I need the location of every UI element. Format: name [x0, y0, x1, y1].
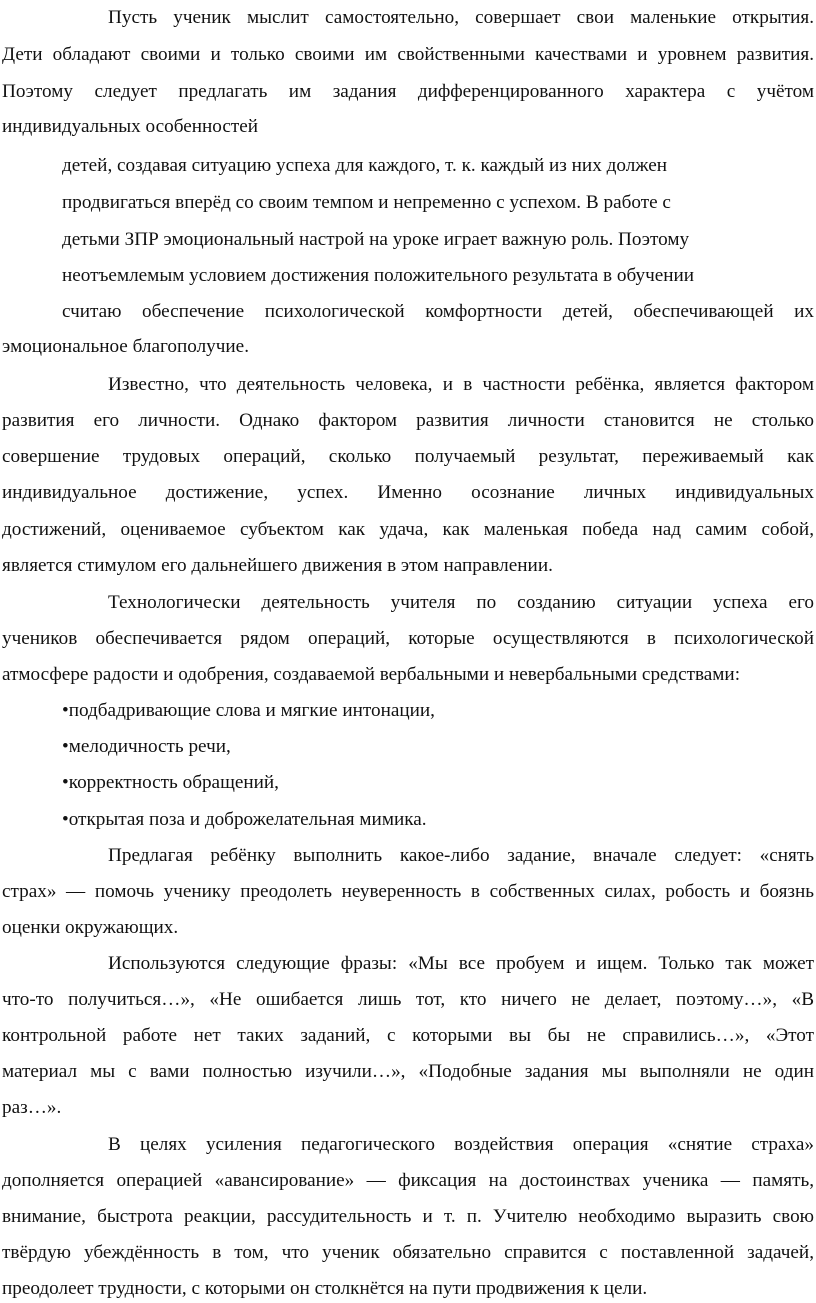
text-line: детей, создавая ситуацию успеха для каждого, т. к. каждый из них должен: [62, 155, 668, 176]
text-line: контрольной работе нет таких заданий, с которыми вы бы не справились…», «Этот: [2, 1025, 814, 1046]
text-line: совершение трудовых операций, сколько получаемый результат, переживаемый как: [2, 446, 814, 467]
text-line: Поэтому следует предлагать им задания дифференцированного характера с учётом: [2, 81, 814, 102]
text-line: материал мы с вами полностью изучили…», «Подобные задания мы выполняли не один: [2, 1061, 814, 1082]
text-line: достижений, оцениваемое субъектом как удача, как маленькая победа над самим собой,: [2, 519, 814, 540]
text-line: детьми ЗПР эмоциональный настрой на уроке играет важную роль. Поэтому: [62, 229, 690, 250]
text-line: считаю обеспечение психологической комфортности детей, обеспечивающей их: [62, 301, 814, 322]
text-line: Известно, что деятельность человека, и в частности ребёнка, является фактором: [108, 374, 814, 395]
text-line: страх» — помочь ученику преодолеть неуверенность в собственных силах, робость и боязнь: [2, 881, 814, 902]
text-line: раз…».: [2, 1097, 62, 1118]
text-line: Используются следующие фразы: «Мы все пробуем и ищем. Только так может: [108, 953, 814, 974]
text-line: является стимулом его дальнейшего движения в этом направлении.: [2, 555, 553, 576]
text-line: Предлагая ребёнку выполнить какое-либо задание, вначале следует: «снять: [108, 845, 814, 866]
text-line: преодолеет трудности, с которыми он столкнётся на пути продвижения к цели.: [2, 1278, 648, 1299]
text-line: эмоциональное благополучие.: [2, 336, 249, 357]
text-line: индивидуальных особенностей: [2, 116, 259, 137]
text-line: индивидуальное достижение, успех. Именно осознание личных индивидуальных: [2, 482, 814, 503]
text-line: развития его личности. Однако фактором развития личности становится не столько: [2, 410, 814, 431]
text-line: что-то получиться…», «Не ошибается лишь тот, кто ничего не делает, поэтому…», «В: [2, 989, 814, 1010]
text-line: оценки окружающих.: [2, 917, 179, 938]
text-line: атмосфере радости и одобрения, создаваемой вербальными и невербальными средствами:: [2, 664, 741, 685]
text-line: •корректность обращений,: [62, 772, 279, 793]
text-line: неотъемлемым условием достижения положительного результата в обучении: [62, 265, 695, 286]
text-line: В целях усиления педагогического воздействия операция «снятие страха»: [108, 1134, 814, 1155]
text-line: внимание, быстрота реакции, рассудительность и т. п. Учителю необходимо выразить свою: [2, 1206, 814, 1227]
text-line: •открытая поза и доброжелательная мимика.: [62, 809, 427, 830]
text-line: твёрдую убеждённость в том, что ученик обязательно справится с поставленной задачей,: [2, 1242, 814, 1263]
text-line: Пусть ученик мыслит самостоятельно, совершает свои маленькие открытия.: [108, 7, 814, 28]
text-line: дополняется операцией «авансирование» — фиксация на достоинствах ученика — память,: [2, 1170, 814, 1191]
text-line: •подбадривающие слова и мягкие интонации,: [62, 700, 435, 721]
text-line: продвигаться вперёд со своим темпом и непременно с успехом. В работе с: [62, 192, 671, 213]
text-line: Технологически деятельность учителя по созданию ситуации успеха его: [108, 592, 814, 613]
text-line: Дети обладают своими и только своими им свойственными качествами и уровнем развития.: [2, 44, 814, 65]
text-line: •мелодичность речи,: [62, 736, 231, 757]
text-line: учеников обеспечивается рядом операций, которые осуществляются в психологической: [2, 628, 814, 649]
